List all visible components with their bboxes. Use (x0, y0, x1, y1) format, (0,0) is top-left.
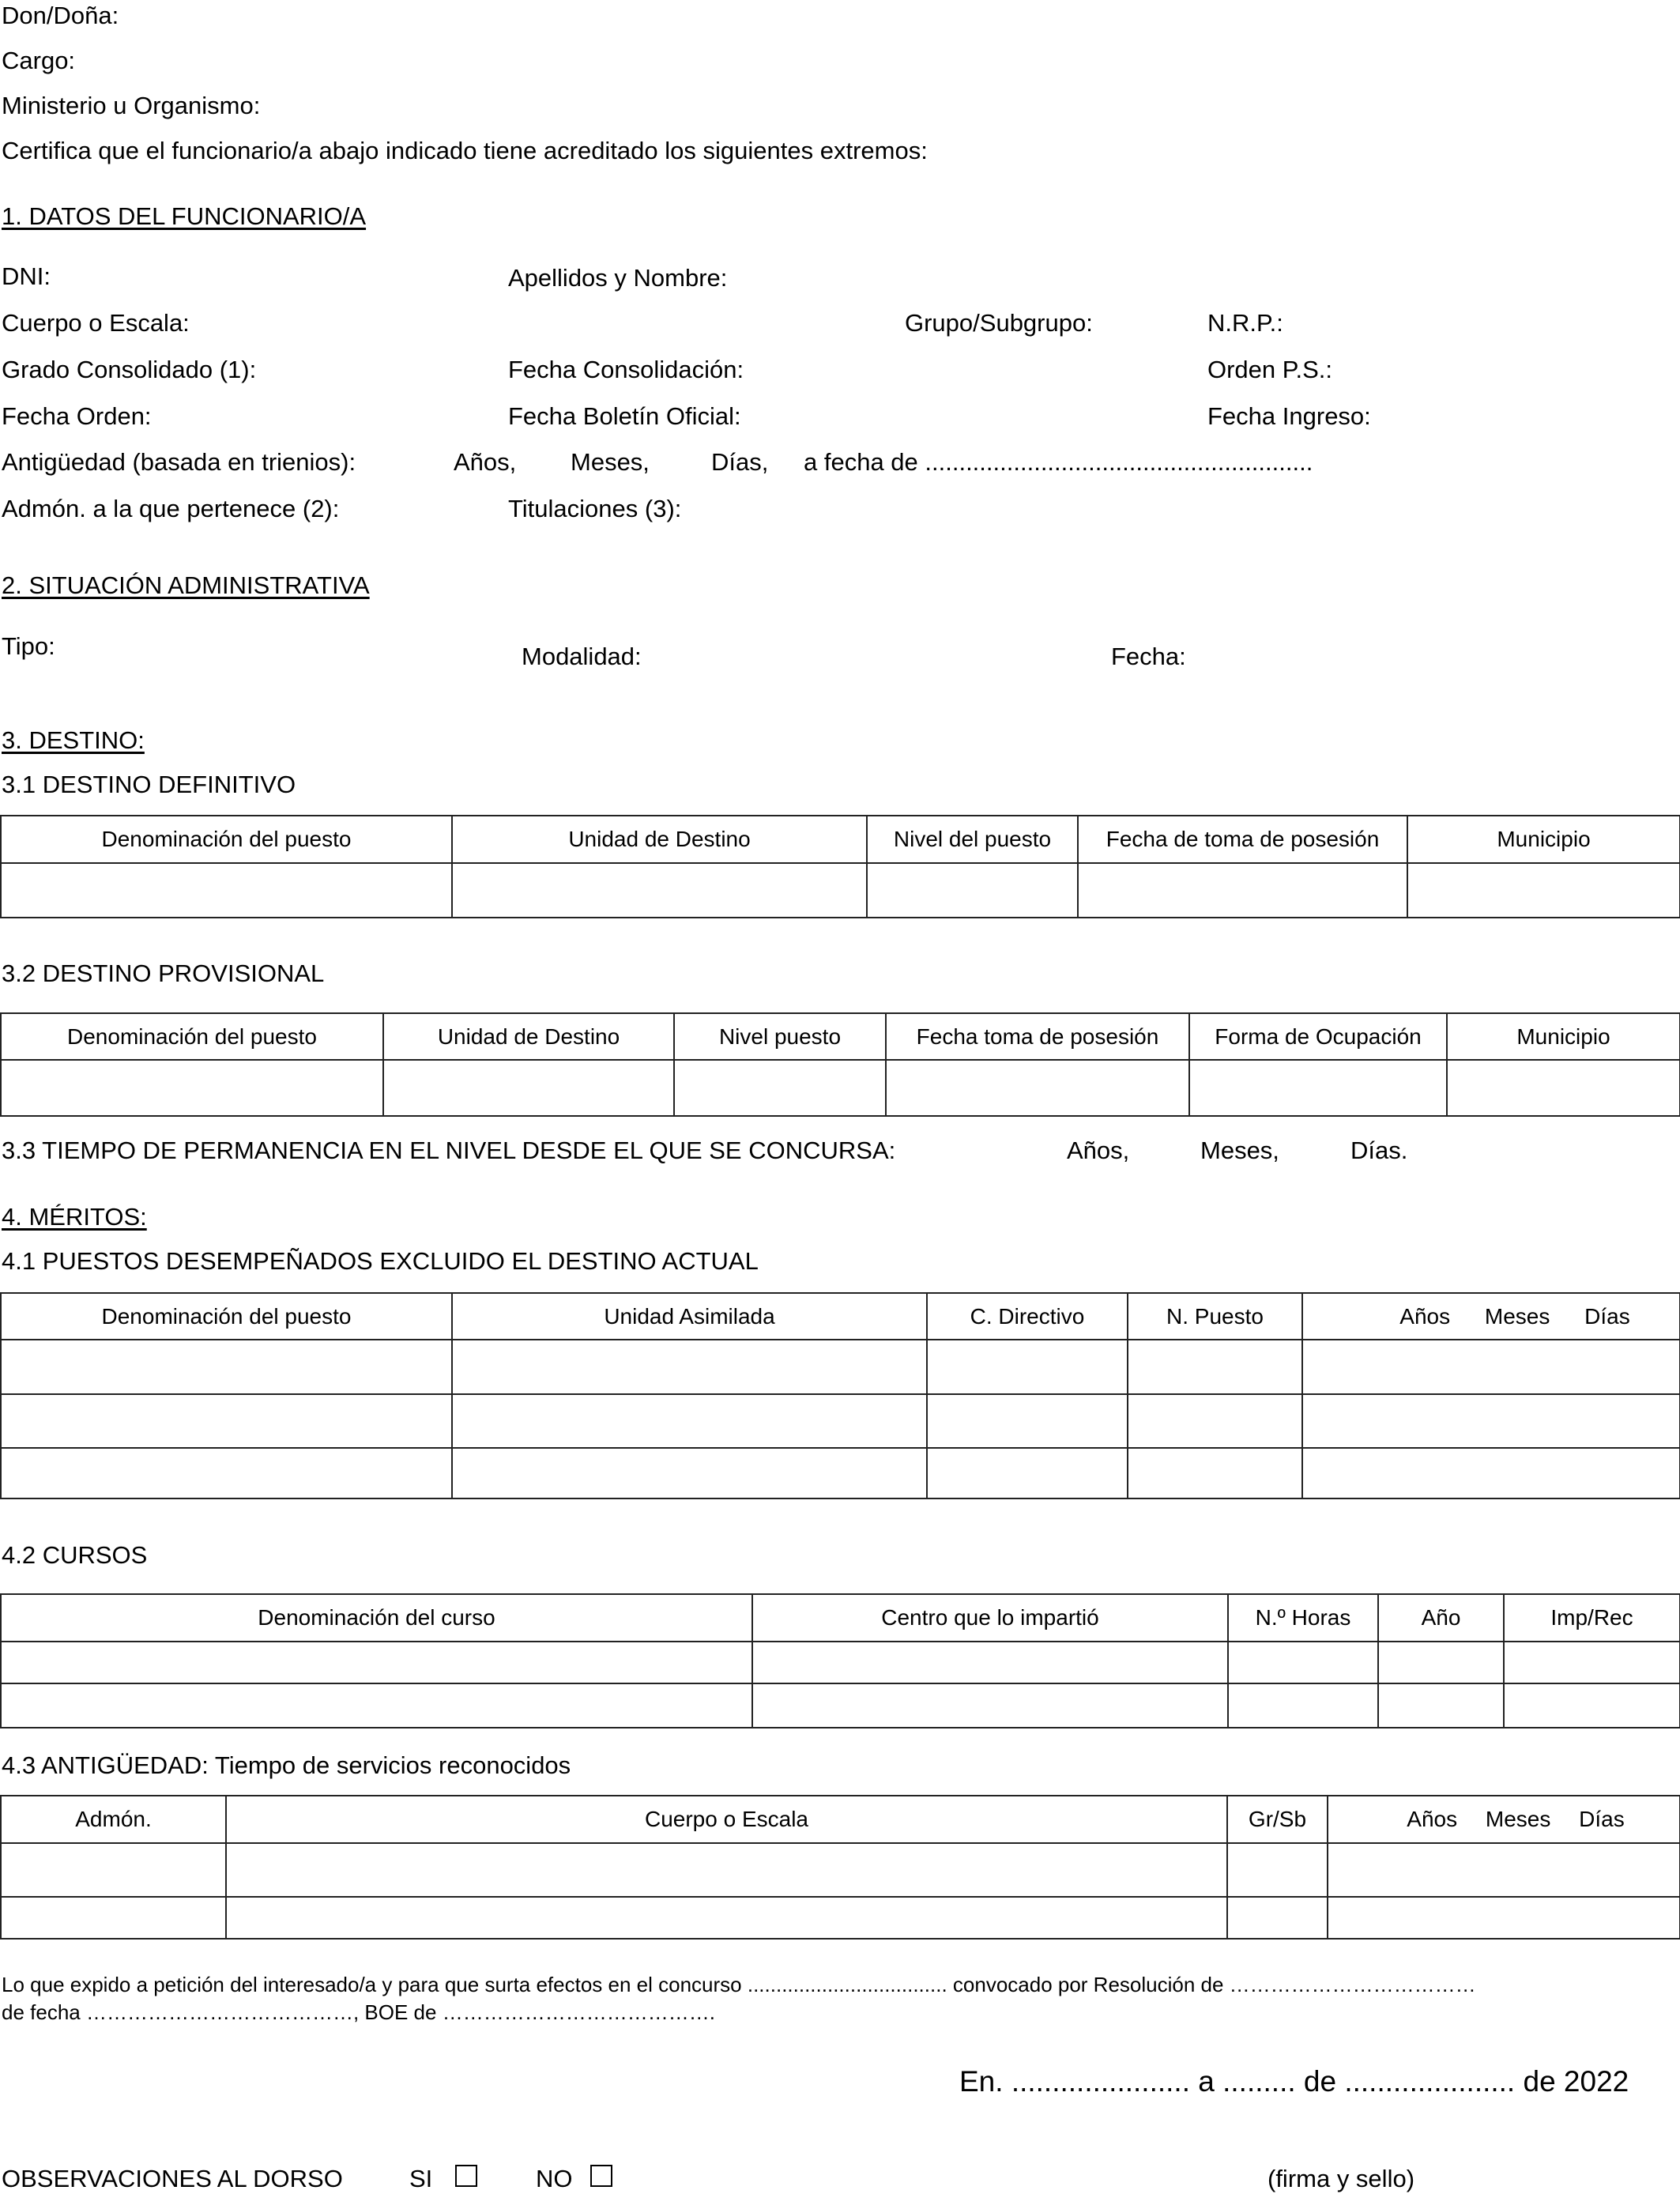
table-header-cell: Fecha de toma de posesión (1078, 816, 1407, 863)
destino-provisional-title: 3.2 DESTINO PROVISIONAL (2, 959, 325, 987)
table-input-cell[interactable] (1302, 1394, 1680, 1448)
table-header-cell: N.º Horas (1228, 1594, 1378, 1642)
table-header-cell: Admón. (1, 1796, 226, 1843)
antiguedad-servicios-table (0, 1795, 1680, 1940)
table-input-cell[interactable] (226, 1897, 1227, 1939)
table-header-cell: Denominación del puesto (1, 1013, 383, 1060)
si-checkbox[interactable] (455, 2165, 477, 2189)
puestos-desempenados-table (0, 1292, 1680, 1499)
admon-label: Admón. a la que pertenece (2): (2, 495, 340, 522)
fecha-orden-label: Fecha Orden: (2, 402, 152, 430)
si-label: SI (409, 2165, 433, 2192)
antiguedad-a-fecha: a fecha de ......................................................... (804, 448, 1313, 476)
time-header-cell (1302, 1293, 1680, 1340)
fecha-situacion-label: Fecha: (1111, 643, 1186, 670)
fecha-consolidacion-label: Fecha Consolidación: (508, 356, 744, 383)
table-header-cell: Nivel del puesto (867, 816, 1078, 863)
no-label: NO (536, 2165, 573, 2192)
table-header-cell: Centro que lo impartió (752, 1594, 1228, 1642)
meses-header: Meses (1485, 1807, 1551, 1831)
table-input-cell[interactable] (1, 1897, 226, 1939)
table-input-cell[interactable] (1378, 1642, 1504, 1683)
table-input-cell[interactable] (1128, 1394, 1302, 1448)
modalidad-label: Modalidad: (522, 643, 642, 670)
table-header-cell: Denominación del puesto (1, 1293, 452, 1340)
expido-text-line2: de fecha …………………………………, BOE de …………………………………. (2, 2000, 715, 2024)
table-header-cell: Imp/Rec (1504, 1594, 1680, 1642)
table-input-cell[interactable] (1302, 1340, 1680, 1394)
ministerio-label: Ministerio u Organismo: (2, 92, 261, 119)
permanencia-label: 3.3 TIEMPO DE PERMANENCIA EN EL NIVEL DESDE EL QUE SE CONCURSA: (2, 1137, 896, 1164)
table-header-cell: N. Puesto (1128, 1293, 1302, 1340)
table-header-cell: Municipio (1407, 816, 1680, 863)
section3-title: 3. DESTINO: (2, 726, 145, 754)
table-header-cell: Municipio (1447, 1013, 1680, 1060)
meses-header: Meses (1484, 1303, 1550, 1329)
antiguedad-anos: Años, (454, 448, 517, 476)
observaciones-label: OBSERVACIONES AL DORSO (2, 2165, 343, 2192)
table-input-cell[interactable] (1227, 1843, 1328, 1897)
destino-provisional-table (0, 1012, 1680, 1117)
grado-label: Grado Consolidado (1): (2, 356, 257, 383)
table-input-cell[interactable] (383, 1060, 674, 1116)
table-input-cell[interactable] (452, 863, 867, 918)
table-input-cell[interactable] (927, 1394, 1128, 1448)
table-input-cell[interactable] (1302, 1448, 1680, 1498)
table-input-cell[interactable] (1328, 1897, 1680, 1939)
don-dona-label: Don/Doña: (2, 2, 119, 29)
table-header-cell: Cuerpo o Escala (226, 1796, 1227, 1843)
table-input-cell[interactable] (1504, 1683, 1680, 1728)
titulaciones-label: Titulaciones (3): (508, 495, 682, 522)
table-input-cell[interactable] (1447, 1060, 1680, 1116)
table-input-cell[interactable] (1, 863, 452, 918)
table-input-cell[interactable] (927, 1340, 1128, 1394)
table-input-cell[interactable] (1, 1394, 452, 1448)
table-input-cell[interactable] (1189, 1060, 1447, 1116)
table-input-cell[interactable] (452, 1448, 927, 1498)
table-input-cell[interactable] (1378, 1683, 1504, 1728)
table-header-cell: Unidad de Destino (383, 1013, 674, 1060)
table-input-cell[interactable] (752, 1642, 1228, 1683)
cursos-title: 4.2 CURSOS (2, 1541, 148, 1569)
table-input-cell[interactable] (1, 1683, 752, 1728)
anos-header: Años (1407, 1807, 1458, 1831)
antiguedad-label: Antigüedad (basada en trienios): (2, 448, 356, 476)
cursos-table (0, 1593, 1680, 1728)
table-input-cell[interactable] (674, 1060, 886, 1116)
antiguedad-meses: Meses, (571, 448, 650, 476)
table-input-cell[interactable] (1078, 863, 1407, 918)
table-input-cell[interactable] (1128, 1340, 1302, 1394)
table-header-cell: Gr/Sb (1227, 1796, 1328, 1843)
table-input-cell[interactable] (867, 863, 1078, 918)
destino-definitivo-title: 3.1 DESTINO DEFINITIVO (2, 771, 296, 798)
table-input-cell[interactable] (452, 1394, 927, 1448)
anos-header: Años (1399, 1303, 1451, 1329)
certifica-text: Certifica que el funcionario/a abajo indicado tiene acreditado los siguientes extremos: (2, 137, 928, 164)
table-input-cell[interactable] (1128, 1448, 1302, 1498)
dias-header: Días (1579, 1807, 1625, 1831)
section1-title: 1. DATOS DEL FUNCIONARIO/A (2, 202, 367, 230)
table-header-cell: Fecha toma de posesión (886, 1013, 1189, 1060)
table-input-cell[interactable] (226, 1843, 1227, 1897)
table-header-cell: Año (1378, 1594, 1504, 1642)
table-header-cell: C. Directivo (927, 1293, 1128, 1340)
table-input-cell[interactable] (1, 1060, 383, 1116)
table-input-cell[interactable] (1228, 1642, 1378, 1683)
cuerpo-label: Cuerpo o Escala: (2, 309, 190, 337)
table-input-cell[interactable] (1328, 1843, 1680, 1897)
permanencia-anos: Años, (1067, 1137, 1130, 1164)
table-header-cell: Forma de Ocupación (1189, 1013, 1447, 1060)
permanencia-meses: Meses, (1200, 1137, 1279, 1164)
no-checkbox[interactable] (590, 2165, 612, 2189)
tipo-label: Tipo: (2, 632, 55, 660)
table-input-cell[interactable] (927, 1448, 1128, 1498)
table-input-cell[interactable] (1, 1843, 226, 1897)
table-header-cell: Unidad Asimilada (452, 1293, 927, 1340)
table-header-cell: Denominación del puesto (1, 816, 452, 863)
table-input-cell[interactable] (1228, 1683, 1378, 1728)
table-input-cell[interactable] (1, 1642, 752, 1683)
fecha-ingreso-label: Fecha Ingreso: (1207, 402, 1371, 430)
grupo-label: Grupo/Subgrupo: (905, 309, 1093, 337)
dias-header: Días (1584, 1303, 1630, 1329)
table-input-cell[interactable] (1407, 863, 1680, 918)
table-input-cell[interactable] (1, 1340, 452, 1394)
fecha-boletin-label: Fecha Boletín Oficial: (508, 402, 741, 430)
orden-ps-label: Orden P.S.: (1207, 356, 1332, 383)
time-header-cell (1328, 1796, 1680, 1843)
puestos-desempenados-title: 4.1 PUESTOS DESEMPEÑADOS EXCLUIDO EL DESTINO ACTUAL (2, 1247, 759, 1275)
antiguedad-dias: Días, (711, 448, 769, 476)
lugar-fecha-text: En. ...................... a ......... de ..................... de 2022 (959, 2065, 1629, 2098)
table-header-cell: Unidad de Destino (452, 816, 867, 863)
table-input-cell[interactable] (1504, 1642, 1680, 1683)
table-input-cell[interactable] (1227, 1897, 1328, 1939)
expido-text-line1: Lo que expido a petición del interesado/a y para que surta efectos en el concurso ................................... convocado por Resolución de ……………………………… (2, 1973, 1476, 1996)
table-input-cell[interactable] (452, 1340, 927, 1394)
permanencia-dias: Días. (1350, 1137, 1408, 1164)
table-header-cell: Nivel puesto (674, 1013, 886, 1060)
table-input-cell[interactable] (1, 1448, 452, 1498)
table-input-cell[interactable] (886, 1060, 1189, 1116)
destino-definitivo-table (0, 815, 1680, 918)
apellidos-label: Apellidos y Nombre: (508, 264, 728, 292)
dni-label: DNI: (2, 262, 51, 290)
firma-sello-label: (firma y sello) (1268, 2165, 1415, 2192)
nrp-label: N.R.P.: (1207, 309, 1283, 337)
cargo-label: Cargo: (2, 47, 76, 74)
table-header-cell: Denominación del curso (1, 1594, 752, 1642)
section4-title: 4. MÉRITOS: (2, 1203, 147, 1231)
antiguedad-servicios-title: 4.3 ANTIGÜEDAD: Tiempo de servicios reconocidos (2, 1751, 571, 1779)
table-input-cell[interactable] (752, 1683, 1228, 1728)
section2-title: 2. SITUACIÓN ADMINISTRATIVA (2, 571, 370, 599)
